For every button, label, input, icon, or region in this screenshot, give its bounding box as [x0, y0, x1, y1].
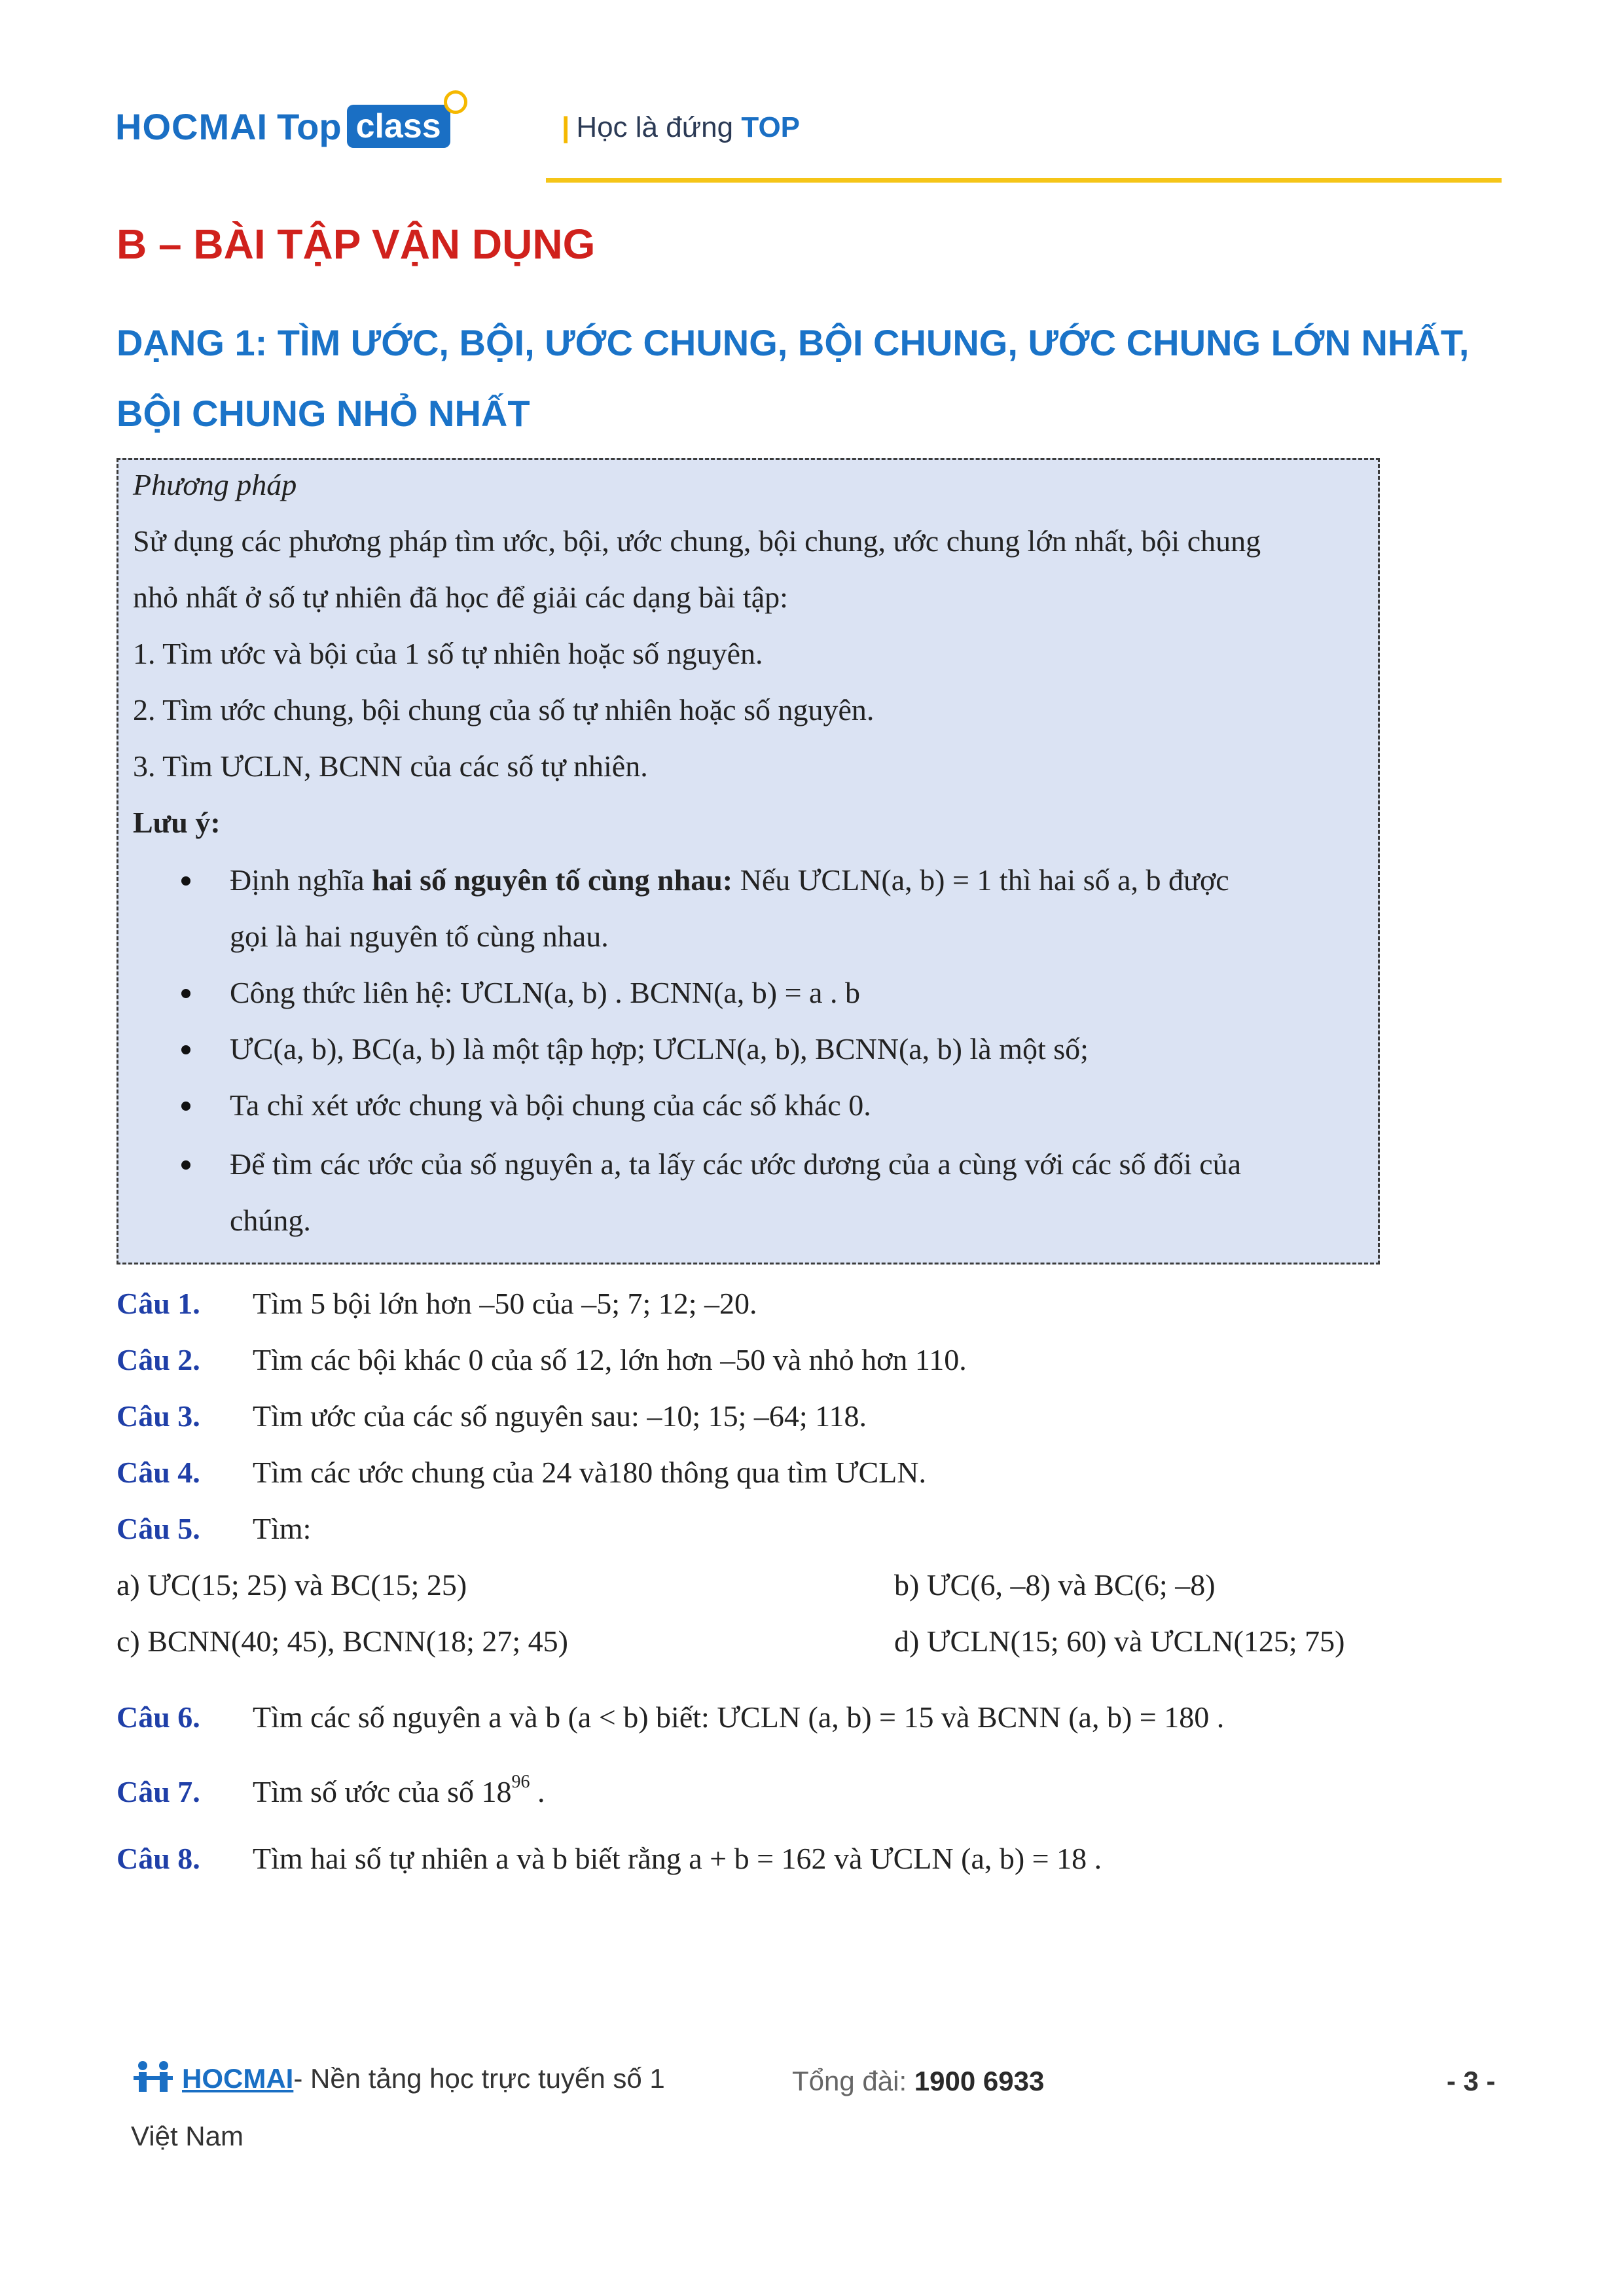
- question-label: Câu 1.: [117, 1287, 200, 1320]
- q5-part-b: b) ƯC(6, –8) và BC(6; –8): [894, 1568, 1216, 1602]
- tagline-bold: TOP: [741, 111, 801, 143]
- divider-bar-icon: |: [562, 111, 570, 143]
- question-text: Tìm các bội khác 0 của số 12, lớn hơn –50 và nhỏ hơn 110.: [253, 1343, 967, 1376]
- q5-part-c: c) BCNN(40; 45), BCNN(18; 27; 45): [117, 1624, 568, 1658]
- question-text: [253, 1774, 545, 1810]
- q5-part-d: d) ƯCLN(15; 60) và ƯCLN(125; 75): [894, 1624, 1345, 1658]
- bullet-icon: [181, 1102, 190, 1111]
- question-label: Câu 5.: [117, 1512, 200, 1545]
- sun-icon: [444, 90, 467, 114]
- hocmai-topclass-logo: [115, 105, 450, 148]
- header-tagline: [562, 111, 800, 144]
- hocmai-footer-logo-icon: [131, 2059, 177, 2098]
- bullet1-rest: Nếu ƯCLN(a, b) = 1 thì hai số a, b được: [732, 863, 1229, 897]
- question-label: Câu 4.: [117, 1456, 200, 1489]
- note-bullet-5: Để tìm các ước của số nguyên a, ta lấy các ước dương của a cùng với các số đối của: [230, 1147, 1242, 1181]
- logo-class-badge: [347, 105, 450, 148]
- question-label: Câu 3.: [117, 1399, 200, 1433]
- method-heading: Phương pháp: [133, 468, 297, 501]
- question-text: Tìm 5 bội lớn hơn –50 của –5; 7; 12; –20.: [253, 1287, 757, 1320]
- page-number: - 3 -: [1447, 2066, 1496, 2096]
- header-underline: [546, 178, 1502, 183]
- section-title: B – BÀI TẬP VẬN DỤNG: [117, 221, 596, 268]
- method-step-1: 1. Tìm ước và bội của 1 số tự nhiên hoặc số nguyên.: [133, 637, 763, 670]
- bullet-icon: [181, 989, 190, 998]
- note-bullet-5-line2: chúng.: [230, 1204, 311, 1237]
- logo-top-text: Top: [277, 105, 342, 147]
- note-bullet-1-line2: gọi là hai nguyên tố cùng nhau.: [230, 920, 609, 953]
- question-text: Tìm ước của các số nguyên sau: –10; 15; –64; 118.: [253, 1399, 867, 1433]
- question-label: Câu 2.: [117, 1343, 200, 1376]
- footer-slogan: - Nền tảng học trực tuyến số 1: [293, 2063, 665, 2094]
- question-label: Câu 6.: [117, 1700, 200, 1734]
- method-box: [117, 458, 1380, 1265]
- bullet-icon: [181, 1160, 190, 1170]
- method-step-2: 2. Tìm ước chung, bội chung của số tự nhiên hoặc số nguyên.: [133, 693, 875, 726]
- note-bullet-3: ƯC(a, b), BC(a, b) là một tập hợp; ƯCLN(a, b), BCNN(a, b) là một số;: [230, 1032, 1089, 1066]
- hotline-label: Tổng đài:: [792, 2066, 914, 2096]
- hotline-number: 1900 6933: [914, 2066, 1045, 2096]
- footer-slogan-line2: Việt Nam: [131, 2121, 244, 2151]
- bullet1-prefix: Định nghĩa: [230, 863, 372, 897]
- tagline-prefix: Học là đứng: [576, 111, 734, 143]
- footer-brand-line: [131, 2059, 665, 2098]
- bullet-icon: [181, 1045, 190, 1054]
- note-label: Lưu ý:: [133, 806, 221, 839]
- bullet-icon: [181, 876, 190, 886]
- footer-hotline: [792, 2066, 1044, 2097]
- question-text: Tìm các ước chung của 24 và180 thông qua tìm ƯCLN.: [253, 1456, 926, 1489]
- question-text: Tìm hai số tự nhiên a và b biết rằng a + b = 162 và ƯCLN (a, b) = 18 .: [253, 1842, 1102, 1875]
- question-label: Câu 7.: [117, 1775, 200, 1808]
- question-text-prefix: Tìm số ước của số 18: [253, 1775, 512, 1808]
- question-label: Câu 8.: [117, 1842, 200, 1875]
- note-bullet-1: [230, 862, 1229, 899]
- question-text: Tìm các số nguyên a và b (a < b) biết: ƯCLN (a, b) = 15 và BCNN (a, b) = 180 .: [253, 1700, 1225, 1734]
- logo-class-text: class: [355, 107, 441, 145]
- exponent: 96: [511, 1772, 530, 1792]
- method-step-3: 3. Tìm ƯCLN, BCNN của các số tự nhiên.: [133, 749, 648, 783]
- logo-hocmai-text: HOCMAI: [115, 105, 268, 147]
- note-bullet-2: Công thức liên hệ: ƯCLN(a, b) . BCNN(a, b) = a . b: [230, 976, 860, 1009]
- method-intro-line1: Sử dụng các phương pháp tìm ước, bội, ước chung, bội chung, ước chung lớn nhất, bội chung: [133, 524, 1261, 558]
- dang-title: DẠNG 1: TÌM ƯỚC, BỘI, ƯỚC CHUNG, BỘI CHUNG, ƯỚC CHUNG LỚN NHẤT, BỘI CHUNG NHỎ NHẤT: [117, 322, 1470, 434]
- note-bullet-4: Ta chỉ xét ước chung và bội chung của các số khác 0.: [230, 1088, 871, 1122]
- question-text: Tìm:: [253, 1512, 312, 1545]
- q5-part-a: a) ƯC(15; 25) và BC(15; 25): [117, 1568, 467, 1602]
- method-intro-line2: nhỏ nhất ở số tự nhiên đã học để giải các dạng bài tập:: [133, 581, 788, 614]
- bullet1-bold: hai số nguyên tố cùng nhau:: [372, 863, 733, 897]
- question-text-suffix: .: [530, 1775, 545, 1808]
- footer-brand-link[interactable]: HOCMAI: [182, 2063, 294, 2094]
